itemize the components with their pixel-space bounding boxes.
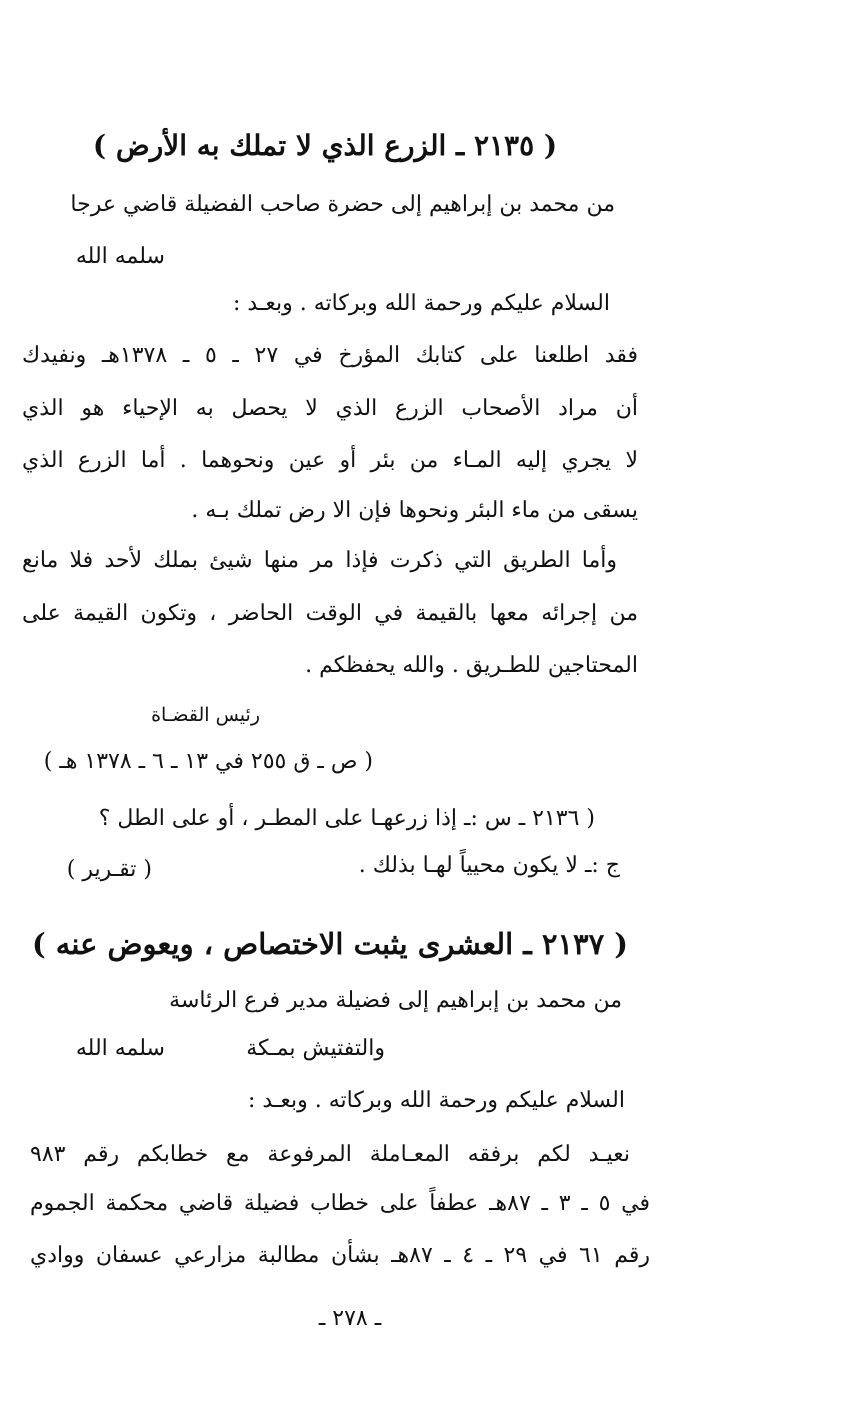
section-2135-salutation-to: سلمه الله xyxy=(75,244,165,269)
section-2135-para1-line1: فقد اطلعنا على كتابك المؤرخ في ٢٧ ـ ٥ ـ ١٣٧٨هـ ونفيدك xyxy=(22,343,638,368)
section-2135-para2-line3: المحتاجين للطـريق . والله يحفظكم . xyxy=(305,653,638,678)
section-2137-greeting: السلام عليكم ورحمة الله وبركاته . وبعـد : xyxy=(248,1088,625,1113)
section-2135-para2-line1: وأما الطريق التي ذكرت فإذا مر منها شيئ بملك لأحد فلا مانع xyxy=(22,548,617,573)
section-2137-para1-line3: رقم ٦١ في ٢٩ ـ ٤ ـ ٨٧هـ بشأن مطالبة مزارعي عسفان ووادي xyxy=(30,1243,650,1268)
section-2137-from-line2: والتفتيش بمـكة xyxy=(246,1036,385,1061)
section-2136-answer: ج :ـ لا يكون محيياً لهـا بذلك . xyxy=(358,853,620,878)
section-2135-heading: ( ٢١٣٥ ـ الزرع الذي لا تملك به الأرض ) xyxy=(92,129,558,162)
section-2135-para1-line3: لا يجري إليه المـاء من بئر أو عين ونحوهما . أما الزرع الذي xyxy=(22,448,638,473)
section-2137-salutation-to: سلمه الله xyxy=(75,1036,165,1061)
section-2136-question: ( ٢١٣٦ ـ س :ـ إذا زرعهـا على المطـر ، أو على الطل ؟ xyxy=(98,806,595,831)
page-number: ـ ٢٧٨ ـ xyxy=(318,1306,382,1331)
section-2135-para1-line4: يسقى من ماء البئر ونحوها فإن الا رض تملك بـه . xyxy=(191,498,638,523)
section-2135-signature: رئيس القضـاة xyxy=(151,704,260,726)
section-2135-para2-line2: من إجرائه معها بالقيمة في الوقت الحاضر ، وتكون القيمة على xyxy=(22,601,638,626)
section-2137-para1-line2: في ٥ ـ ٣ ـ ٨٧هـ عطفاً على خطاب فضيلة قاضي محكمة الجموم xyxy=(30,1191,651,1216)
section-2135-para1-line2: أن مراد الأصحاب الزرع الذي لا يحصل به الإحياء هو الذي xyxy=(22,396,638,421)
section-2137-heading: ( ٢١٣٧ ـ العشرى يثبت الاختصاص ، ويعوض عنه ) xyxy=(31,927,629,961)
section-2137-para1-line1: نعيـد لكم برفقه المعـاملة المرفوعة مع خطابكم رقم ٩٨٣ xyxy=(30,1142,630,1167)
section-2135-reference: ( ص ـ ق ٢٥٥ في ١٣ ـ ٦ ـ ١٣٧٨ هـ ) xyxy=(43,749,373,774)
section-2135-greeting: السلام عليكم ورحمة الله وبركاته . وبعـد : xyxy=(233,291,610,316)
section-2136-source: ( تقـرير ) xyxy=(66,857,152,882)
section-2137-from-line: من محمد بن إبراهيم إلى فضيلة مدير فرع الرئاسة xyxy=(169,988,622,1013)
section-2135-from-line: من محمد بن إبراهيم إلى حضرة صاحب الفضيلة قاضي عرجا xyxy=(70,192,615,217)
